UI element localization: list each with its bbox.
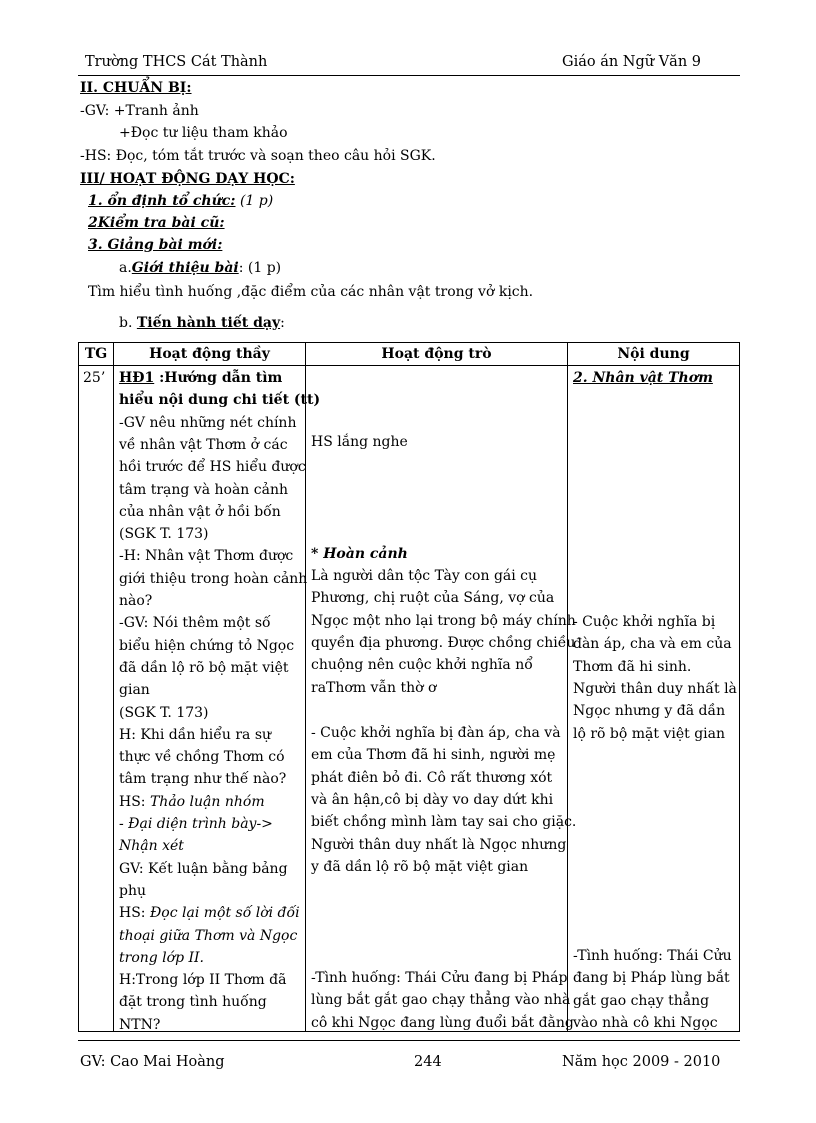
prep-gv-line1: -GV: +Tranh ảnh bbox=[80, 103, 199, 119]
tg-value: 25’ bbox=[83, 370, 106, 386]
situation-line: -Tình huống: Thái Cửu đang bị Pháp bbox=[311, 970, 568, 986]
step-a-prefix: a. bbox=[119, 260, 132, 276]
step-b-label: Tiến hành tiết dạy bbox=[136, 315, 281, 331]
teacher-line: về nhân vật Thơm ở các bbox=[119, 436, 288, 453]
teacher-cell bbox=[114, 366, 321, 1033]
content-line: Ngọc nhưng y đã dần bbox=[573, 703, 726, 720]
teacher-line: của nhân vật ở hồi bốn bbox=[119, 503, 281, 520]
teacher-line bbox=[119, 370, 282, 386]
teacher-line: Nhận xét bbox=[119, 838, 184, 855]
teacher-line: - Đại diện trình bày-> bbox=[119, 816, 273, 832]
prep-gv-line2: +Đọc tư liệu tham khảo bbox=[119, 125, 288, 141]
table-header-row bbox=[79, 343, 740, 366]
step-1-label: 1. ổn định tổ chức: bbox=[88, 193, 236, 209]
hs-text: Đọc lại một số lời đối bbox=[149, 905, 300, 922]
teacher-line: (SGK T. 173) bbox=[119, 526, 209, 543]
circumstance-label: * Hoàn cảnh bbox=[311, 546, 408, 562]
circumstance-line: Ngọc một nho lại trong bộ máy chính bbox=[311, 612, 576, 629]
teacher-line bbox=[119, 905, 300, 921]
situation-line: lùng bắt gắt gao chạy thẳng vào nhà bbox=[311, 992, 571, 1009]
header-rule bbox=[78, 75, 740, 76]
teacher-line: -H: Nhân vật Thơm được bbox=[119, 548, 294, 565]
step-a-label: Giới thiệu bài bbox=[131, 260, 239, 276]
step-b-prefix: b. bbox=[119, 315, 137, 331]
content-line: đàn áp, cha và em của bbox=[573, 636, 732, 653]
circumstance-line: raThơm vẫn thờ ơ bbox=[311, 679, 437, 696]
header-subject: Giáo án Ngữ Văn 9 bbox=[562, 54, 702, 70]
hd1-tag: HĐ1 bbox=[119, 370, 155, 386]
step-a-time: : (1 p) bbox=[238, 260, 282, 276]
teacher-line: đã dần lộ rõ bộ mặt việt bbox=[119, 659, 289, 676]
col-content: Nội dung bbox=[568, 343, 740, 366]
header-school: Trường THCS Cát Thành bbox=[85, 54, 268, 70]
teacher-line: gian bbox=[119, 682, 150, 699]
teacher-line: trong lớp II. bbox=[119, 949, 205, 966]
col-student: Hoạt động trò bbox=[306, 343, 568, 366]
mood-line: y đã dần lộ rõ bộ mặt việt gian bbox=[311, 858, 529, 875]
mood-line: phát điên bỏ đi. Cô rất thương xót bbox=[311, 769, 553, 786]
teacher-line bbox=[119, 794, 265, 810]
teacher-line: GV: Kết luận bằng bảng bbox=[119, 860, 288, 877]
teacher-line: nào? bbox=[119, 593, 153, 609]
mood-line: Người thân duy nhất là Ngọc nhưng bbox=[311, 836, 567, 853]
content-line: Người thân duy nhất là bbox=[573, 680, 737, 697]
step-3-label: 3. Giảng bài mới: bbox=[88, 237, 223, 253]
teacher-line: H:Trong lớp II Thơm đã bbox=[119, 972, 287, 989]
student-listen: HS lắng nghe bbox=[311, 434, 408, 450]
teacher-line: H: Khi dần hiểu ra sự bbox=[119, 726, 272, 743]
teacher-line: thực về chồng Thơm có bbox=[119, 749, 285, 766]
tg-cell bbox=[79, 366, 113, 1031]
step-2-label: 2Kiểm tra bài cũ: bbox=[88, 215, 225, 231]
content-line: Thơm đã hi sinh. bbox=[573, 658, 692, 675]
content-section-label: 2. Nhân vật Thơm bbox=[573, 370, 713, 386]
mood-line: - Cuộc khởi nghĩa bị đàn áp, cha và bbox=[311, 725, 561, 741]
step-1-time: (1 p) bbox=[239, 193, 274, 209]
step-1 bbox=[88, 193, 273, 209]
col-tg: TG bbox=[79, 343, 114, 366]
teacher-line: hiểu nội dung chi tiết (tt) bbox=[119, 392, 321, 409]
teacher-line: -GV nêu những nét chính bbox=[119, 414, 297, 431]
content-line: -Tình huống: Thái Cửu bbox=[573, 948, 732, 964]
student-cell bbox=[306, 366, 577, 1031]
teacher-line: (SGK T. 173) bbox=[119, 704, 209, 721]
hs-text: Thảo luận nhóm bbox=[149, 793, 265, 810]
lesson-table bbox=[78, 342, 740, 1032]
intro-text: Tìm hiểu tình huống ,đặc điểm của các nhân vật trong vở kịch. bbox=[88, 284, 534, 300]
step-a bbox=[119, 260, 281, 276]
footer-page-number: 244 bbox=[414, 1054, 442, 1070]
footer-teacher: GV: Cao Mai Hoàng bbox=[80, 1054, 225, 1070]
content-line: đang bị Pháp lùng bắt bbox=[573, 970, 730, 987]
circumstance-line: quyền địa phương. Được chồng chiều bbox=[311, 634, 576, 651]
teacher-line: giới thiệu trong hoàn cảnh bbox=[119, 570, 308, 587]
hs-prefix: HS: bbox=[119, 793, 150, 810]
mood-line: biết chồng mình làm tay sai cho giặc. bbox=[311, 814, 577, 831]
teacher-line: -GV: Nói thêm một số bbox=[119, 615, 271, 632]
circumstance-line: chuộng nên cuộc khởi nghĩa nổ bbox=[311, 657, 533, 674]
hs-prefix: HS: bbox=[119, 905, 150, 922]
content-line: - Cuộc khởi nghĩa bị bbox=[573, 614, 716, 630]
step-b-colon: : bbox=[280, 315, 285, 331]
teacher-line: tâm trạng và hoàn cảnh bbox=[119, 481, 288, 498]
content-line: gắt gao chạy thẳng bbox=[573, 992, 710, 1009]
mood-line: và ân hận,cô bị dày vo day dứt khi bbox=[311, 791, 554, 808]
circumstance-line: Là người dân tộc Tày con gái cụ bbox=[311, 568, 538, 584]
teacher-line: hồi trước để HS hiểu được bbox=[119, 459, 306, 476]
teacher-line: thoại giữa Thơm và Ngọc bbox=[119, 927, 298, 944]
teacher-line: tâm trạng như thế nào? bbox=[119, 771, 287, 788]
circumstance-line: Phương, chị ruột của Sáng, vợ của bbox=[311, 590, 555, 607]
teacher-line: NTN? bbox=[119, 1016, 161, 1033]
mood-line: em của Thơm đã hi sinh, người mẹ bbox=[311, 747, 556, 764]
content-cell bbox=[568, 366, 739, 1031]
teacher-line: phụ bbox=[119, 882, 146, 899]
prep-heading: II. CHUẨN BỊ: bbox=[80, 80, 192, 96]
table-row bbox=[79, 366, 740, 1032]
footer-rule bbox=[78, 1040, 740, 1041]
teacher-line: biểu hiện chứng tỏ Ngọc bbox=[119, 637, 295, 654]
prep-hs-line: -HS: Đọc, tóm tắt trước và soạn theo câu hỏi SGK. bbox=[80, 148, 436, 164]
col-teacher: Hoạt động thầy bbox=[114, 343, 306, 366]
situation-line: cô khi Ngọc đang lùng đuổi bắt đằng bbox=[311, 1014, 574, 1031]
hd1-title: :Hướng dẫn tìm bbox=[154, 370, 283, 386]
teacher-line: đặt trong tình huống bbox=[119, 994, 267, 1011]
step-b bbox=[119, 315, 285, 331]
footer-school-year: Năm học 2009 - 2010 bbox=[562, 1054, 721, 1070]
activities-heading: III/ HOẠT ĐỘNG DẠY HỌC: bbox=[80, 171, 295, 187]
content-line: lộ rõ bộ mặt việt gian bbox=[573, 725, 726, 742]
content-line: vào nhà cô khi Ngọc bbox=[573, 1014, 718, 1031]
